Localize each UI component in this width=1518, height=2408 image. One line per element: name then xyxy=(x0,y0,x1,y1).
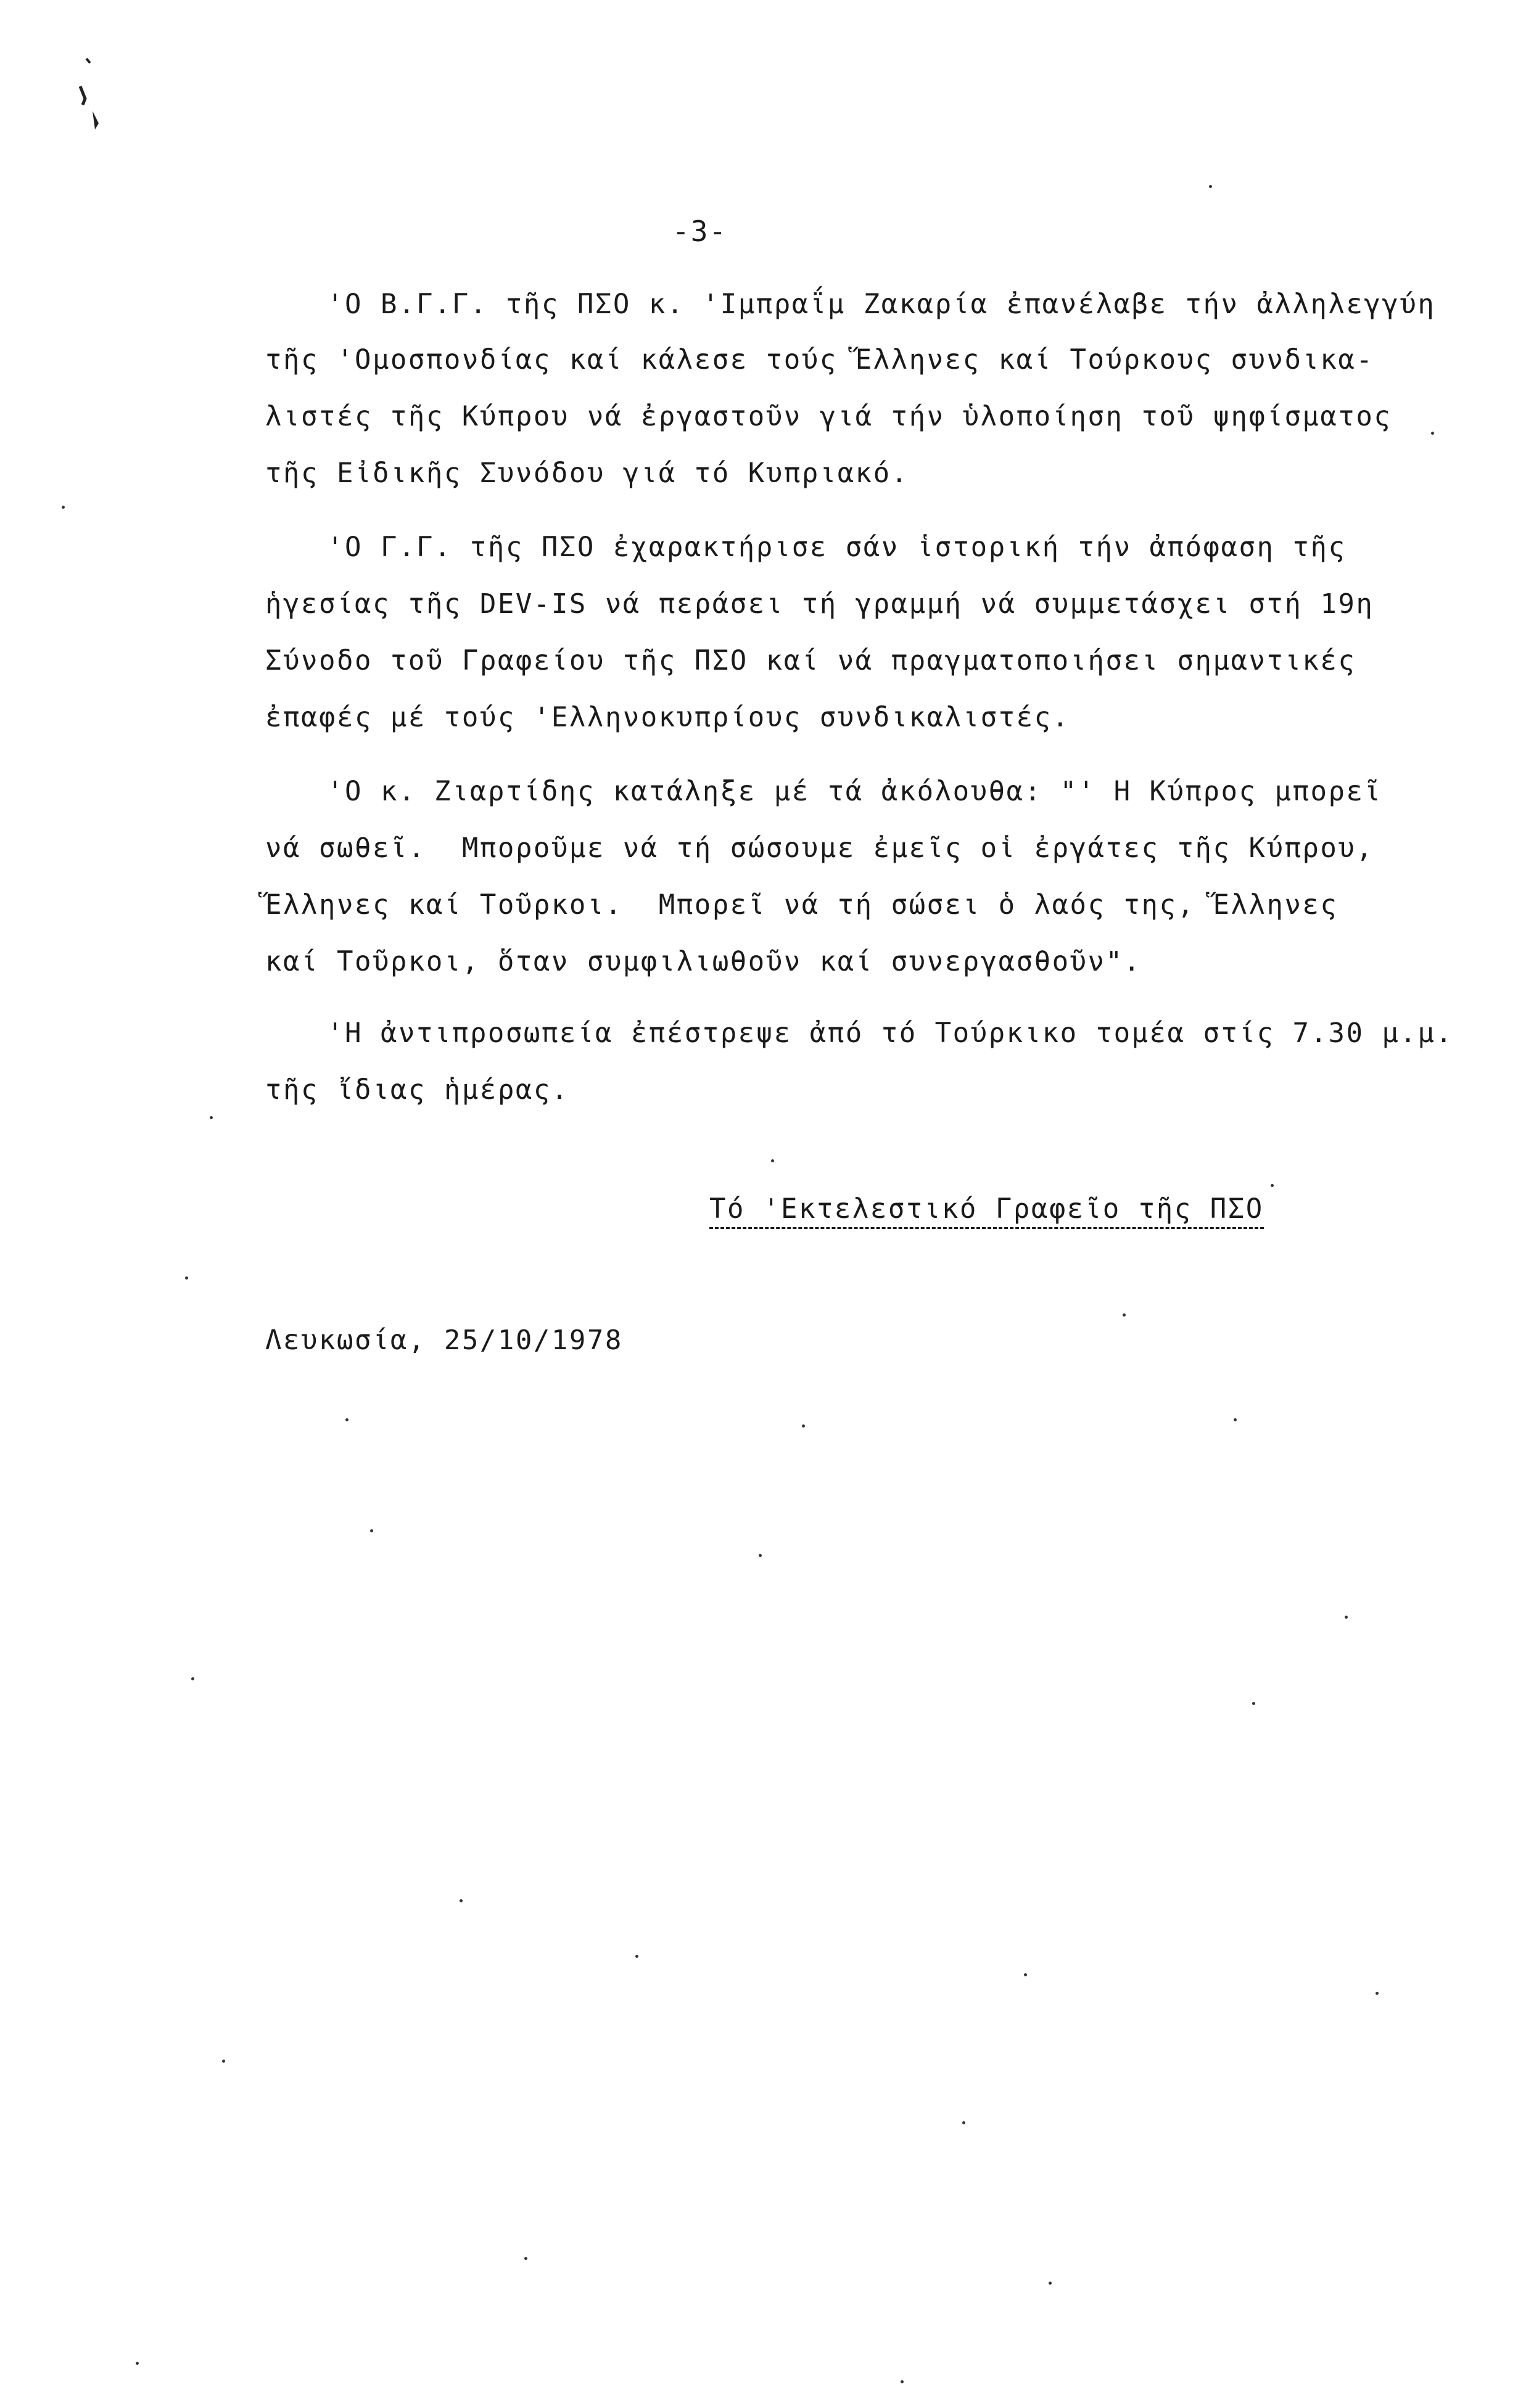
scan-speck xyxy=(1431,432,1434,435)
scan-speck xyxy=(635,1955,638,1958)
scan-speck xyxy=(136,2362,139,2365)
scan-speck xyxy=(1024,1973,1027,1976)
scan-speck xyxy=(1123,1313,1126,1317)
signature-line: Τό 'Εκτελεστικό Γραφεῖο τῆς ΠΣΟ xyxy=(709,1193,1264,1229)
paragraph-1-line-1: 'Ο Β.Γ.Γ. τῆς ΠΣΟ κ. 'Ιμπραΐμ Ζακαρία ἐπανέλαβε τήν ἀλληλεγγύη xyxy=(327,289,1436,320)
scan-speck xyxy=(62,506,65,509)
paragraph-4-line-1: 'Η ἀντιπροσωπεία ἐπέστρεψε ἀπό τό Τούρκικο τομέα στίς 7.30 μ.μ. xyxy=(327,1017,1454,1049)
scan-speck xyxy=(345,1418,349,1421)
scan-speck xyxy=(370,1529,373,1532)
scan-speck xyxy=(1049,2282,1052,2285)
corner-ink-mark xyxy=(68,55,105,148)
page-number: -3- xyxy=(672,215,728,248)
scan-speck xyxy=(759,1554,762,1557)
dateline: Λευκωσία, 25/10/1978 xyxy=(265,1325,623,1356)
paragraph-2-line-3: Σύνοδο τοῦ Γραφείου τῆς ΠΣΟ καί νά πραγματοποιήσει σημαντικές xyxy=(265,645,1356,676)
scan-speck xyxy=(1252,1702,1255,1705)
scan-speck xyxy=(901,2380,904,2383)
paragraph-1-line-2: τῆς 'Ομοσπονδίας καί κάλεσε τούς Ἕλληνες καί Τούρκους συνδικα- xyxy=(265,344,1374,376)
scan-speck xyxy=(802,1424,805,1428)
paragraph-3-line-2: νά σωθεῖ. Μποροῦμε νά τή σώσουμε ἐμεῖς οἱ ἐργάτες τῆς Κύπρου, xyxy=(265,832,1374,864)
scan-speck xyxy=(524,2257,527,2260)
scan-speck xyxy=(1209,185,1212,188)
scan-speck xyxy=(1345,1616,1348,1619)
paragraph-3-line-4: καί Τοῦρκοι, ὅταν συμφιλιωθοῦν καί συνεργασθοῦν". xyxy=(265,946,1142,977)
paragraph-4-line-2: τῆς ἴδιας ἡμέρας. xyxy=(265,1074,569,1106)
paragraph-3-line-3: Ἕλληνες καί Τοῦρκοι. Μπορεῖ νά τή σώσει ὁ λαός της, Ἕλληνες xyxy=(265,889,1339,921)
scan-speck xyxy=(962,2121,965,2124)
scan-speck xyxy=(771,1159,774,1162)
paragraph-2-line-1: 'Ο Γ.Γ. τῆς ΠΣΟ ἐχαρακτήρισε σάν ἱστορική τήν ἀπόφαση τῆς xyxy=(327,532,1347,563)
paragraph-2-line-4: ἐπαφές μέ τούς 'Ελληνοκυπρίους συνδικαλιστές. xyxy=(265,702,1070,733)
scan-speck xyxy=(210,1116,213,1119)
paragraph-1-line-4: τῆς Εἰδικῆς Συνόδου γιά τό Κυπριακό. xyxy=(265,458,909,489)
scan-speck xyxy=(185,1276,188,1280)
scan-speck xyxy=(222,2060,225,2063)
paragraph-2-line-2: ἡγεσίας τῆς DEV-IS νά περάσει τή γραμμή νά συμμετάσχει στή 19η xyxy=(265,588,1374,620)
scan-speck xyxy=(191,1677,194,1680)
paragraph-3-line-1: 'Ο κ. Ζιαρτίδης κατάληξε μέ τά ἀκόλουθα: "' Η Κύπρος μπορεῖ xyxy=(327,776,1382,807)
scan-speck xyxy=(1271,1184,1274,1187)
scan-speck xyxy=(1234,1418,1237,1421)
paragraph-1-line-3: λιστές τῆς Κύπρου νά ἐργαστοῦν γιά τήν ὑλοποίηση τοῦ ψηφίσματος xyxy=(265,401,1392,432)
scan-speck xyxy=(1376,1992,1379,1995)
scan-speck xyxy=(460,1899,463,1902)
